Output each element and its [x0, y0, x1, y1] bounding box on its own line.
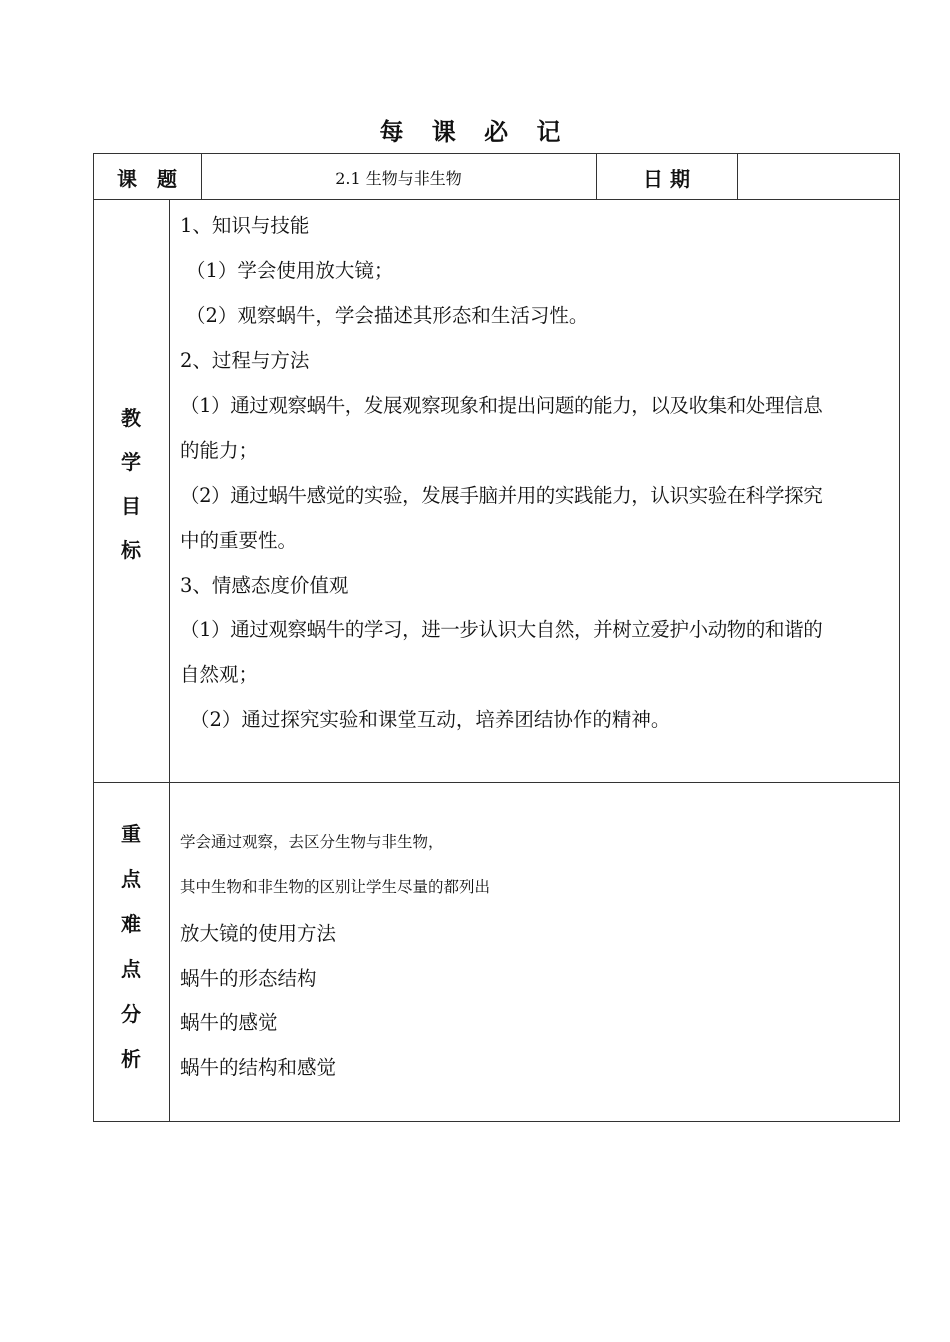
key-points-label-char: 难: [121, 912, 141, 936]
page-title: 每 课 必 记: [379, 118, 571, 146]
key-points-label-char: 重: [121, 822, 141, 846]
header-divider: [93, 199, 900, 200]
header-col-divider-3: [737, 153, 738, 199]
key-point-line: 蜗牛的感觉: [180, 1011, 278, 1034]
objective-line: 2、过程与方法: [180, 349, 310, 372]
objective-line: 的能力；: [180, 439, 259, 462]
objective-line: 3、情感态度价值观: [180, 574, 349, 597]
objectives-label-char: 教: [121, 406, 141, 430]
topic-value: 2.1 生物与非生物: [335, 169, 462, 188]
key-point-line: 放大镜的使用方法: [180, 922, 337, 945]
objectives-label: [116, 402, 146, 578]
topic-label: 课 题: [117, 167, 177, 191]
key-point-line: 蜗牛的结构和感觉: [180, 1056, 337, 1079]
objective-line: 1、知识与技能: [180, 214, 310, 237]
date-label: 日 期: [643, 167, 690, 191]
key-points-label-char: 析: [121, 1047, 141, 1071]
objective-line: 中的重要性。: [180, 529, 298, 552]
objectives-label-char: 目: [121, 494, 141, 518]
label-col-divider: [169, 199, 170, 1122]
objective-line: 自然观；: [180, 663, 259, 686]
key-point-line: 其中生物和非生物的区别让学生尽量的都列出: [180, 878, 491, 896]
section-divider: [93, 782, 900, 783]
key-points-label-char: 点: [121, 957, 141, 981]
objective-line: （1）通过观察蜗牛的学习，进一步认识大自然，并树立爱护小动物的和谐的: [180, 618, 823, 641]
objective-line: （1）通过观察蜗牛，发展观察现象和提出问题的能力，以及收集和处理信息: [180, 394, 823, 417]
objective-line: （2）通过探究实验和课堂互动，培养团结协作的精神。: [190, 708, 671, 731]
key-points-label: [116, 818, 146, 1088]
objective-line: （1）学会使用放大镜；: [186, 259, 394, 282]
key-point-line: 蜗牛的形态结构: [180, 967, 317, 990]
objectives-label-char: 标: [121, 538, 141, 562]
objective-line: （2）观察蜗牛，学会描述其形态和生活习性。: [186, 304, 589, 327]
key-points-label-char: 分: [121, 1002, 141, 1026]
objective-line: （2）通过蜗牛感觉的实验，发展手脑并用的实践能力，认识实验在科学探究: [180, 484, 823, 507]
key-points-label-char: 点: [121, 867, 141, 891]
objectives-label-char: 学: [121, 450, 141, 474]
key-point-line: 学会通过观察，去区分生物与非生物，: [180, 833, 444, 851]
